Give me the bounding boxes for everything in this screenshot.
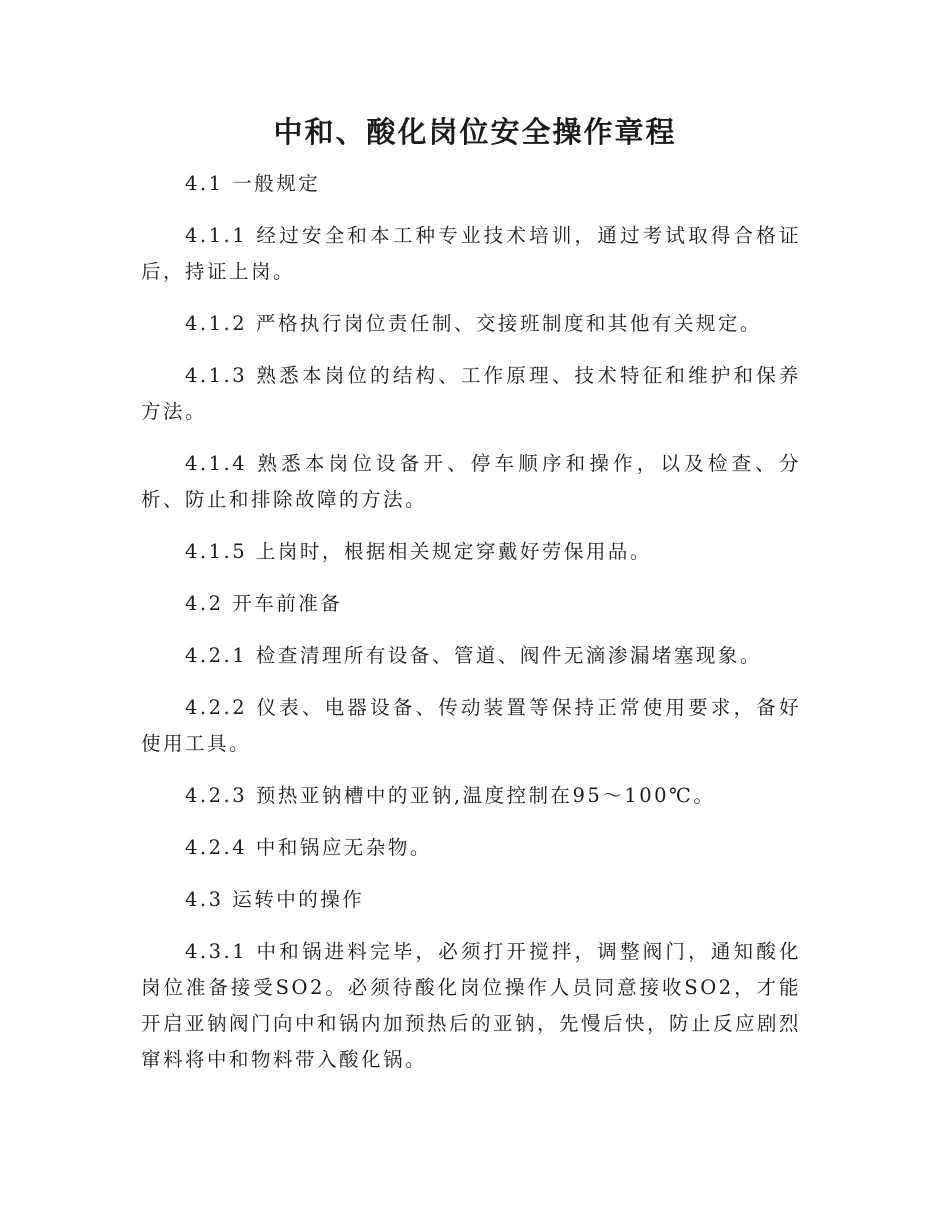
document-title: 中和、酸化岗位安全操作章程 (273, 115, 677, 149)
paragraph-4-1-4: 4.1.4 熟悉本岗位设备开、停车顺序和操作，以及检查、分析、防止和排除故障的方法。 (141, 452, 801, 511)
paragraph-4-3-1: 4.3.1 中和锅进料完毕，必须打开搅拌，调整阀门，通知酸化岗位准备接受SO2。必须待酸化岗位操作人员同意接收SO2，才能开启亚钠阀门向中和锅内加预热后的亚钠，先慢后快，防止反应剧烈窜料将中和物料带入酸化锅。 (141, 940, 802, 1071)
paragraph-4-2: 4.2 开车前准备 (185, 592, 343, 615)
paragraph-4-2-4: 4.2.4 中和锅应无杂物。 (185, 836, 432, 859)
paragraph-4-1-3: 4.1.3 熟悉本岗位的结构、工作原理、技术特征和维护和保养方法。 (141, 364, 801, 423)
paragraph-4-1: 4.1 一般规定 (185, 172, 321, 195)
document-body (141, 166, 801, 1094)
paragraph-4-2-2: 4.2.2 仪表、电器设备、传动装置等保持正常使用要求，备好使用工具。 (141, 696, 801, 755)
paragraph-4-1-1: 4.1.1 经过安全和本工种专业技术培训，通过考试取得合格证后，持证上岗。 (141, 224, 801, 283)
paragraph-4-3: 4.3 运转中的操作 (185, 888, 365, 911)
paragraph-4-1-5: 4.1.5 上岗时，根据相关规定穿戴好劳保用品。 (185, 540, 652, 563)
paragraph-4-2-3: 4.2.3 预热亚钠槽中的亚钠,温度控制在95～100℃。 (185, 784, 716, 807)
paragraph-4-2-1: 4.2.1 检查清理所有设备、管道、阀件无滴渗漏堵塞现象。 (185, 644, 762, 667)
paragraph-4-1-2: 4.1.2 严格执行岗位责任制、交接班制度和其他有关规定。 (185, 312, 762, 335)
